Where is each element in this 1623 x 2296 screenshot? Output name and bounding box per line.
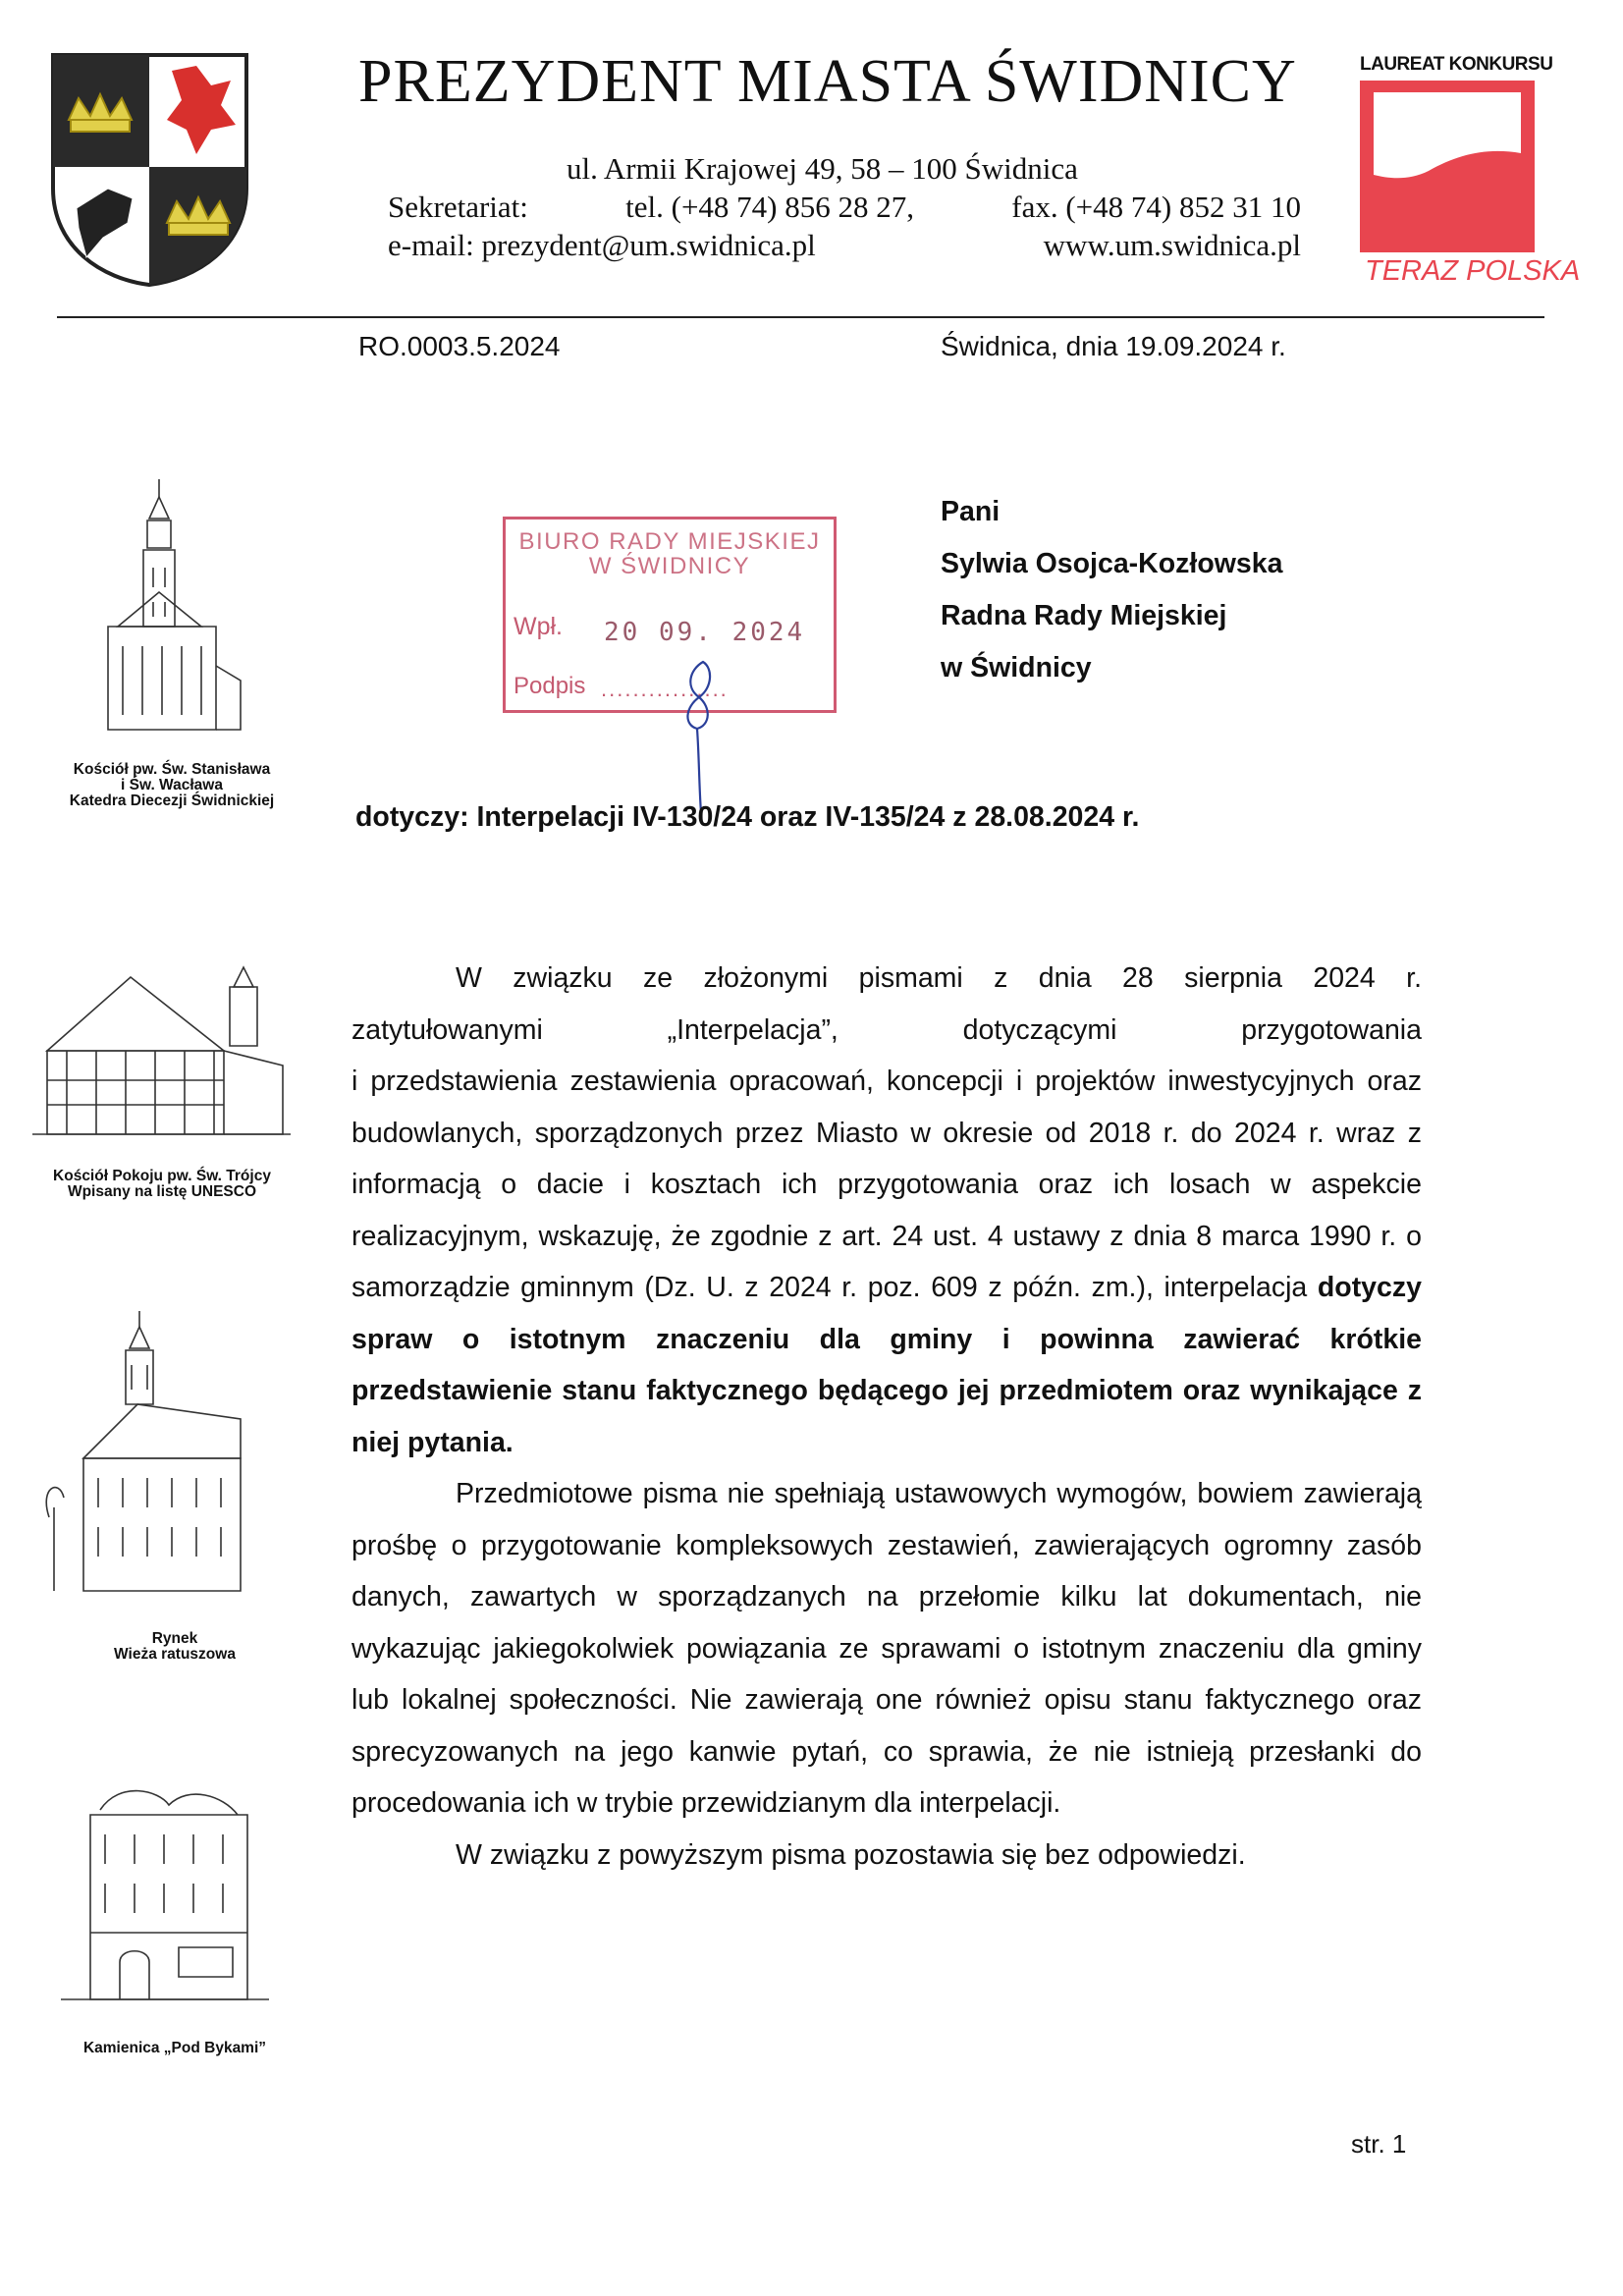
award-flag-icon — [1360, 81, 1535, 252]
addressee-name: Sylwia Osojca-Kozłowska — [941, 548, 1283, 579]
addressee-salutation: Pani — [941, 496, 1001, 527]
email-address[interactable]: e-mail: prezydent@um.swidnica.pl — [388, 228, 816, 262]
body-word: „Interpelacja”, — [667, 1013, 839, 1046]
header-divider — [57, 316, 1544, 318]
website-url[interactable]: www.um.swidnica.pl — [1043, 228, 1301, 262]
body-p1-emphasis: dotyczy spraw o istotnym znaczeniu dla gminy i powinna zawierać krótkie przedstawienie stanu faktycznego będącego jej przedmiotem oraz wynikające z niej pytania. — [352, 1272, 1422, 1458]
caption-town-hall — [27, 1631, 322, 1663]
body-line-1 — [352, 953, 1422, 1005]
caption-church-line2: Wpisany na listę UNESCO — [67, 1183, 257, 1200]
award-logo — [1360, 81, 1535, 252]
letter-body — [352, 953, 1422, 1881]
place-date: Świdnica, dnia 19.09.2024 r. — [941, 331, 1286, 361]
addressee-block — [941, 486, 1282, 694]
phone-label: Sekretariat: — [388, 190, 528, 224]
letterhead-contact — [388, 149, 1301, 264]
caption-cathedral-line1: Kościół pw. Św. Stanisława — [73, 761, 271, 778]
stamp-received-label: Wpł. — [514, 613, 563, 640]
caption-bykami-line1: Kamienica „Pod Bykami” — [82, 2040, 267, 2056]
body-paragraph-2: Przedmiotowe pisma nie spełniają ustawowych wymogów, bowiem zawierają prośbę o przygotowanie kompleksowych zestawień, zawierających ogromny zasób danych, zawartych w sporządzanych na przełomie kilku lat dokumentach, nie wykazując jakiegokolwiek powiązania ze sprawami o istotnym znaczeniu dla gminy lub lokalnej społeczności. Nie zawierają one również opisu stanu faktycznego oraz sprecyzowanych na jego kanwie pytań, co sprawia, że nie istnieją przesłanki do procedowania ich w trybie przewidzianym dla interpelacji. — [352, 1478, 1422, 1819]
letter-subject: dotyczy: Interpelacji IV-130/24 oraz IV-135/24 z 28.08.2024 r. — [355, 801, 1140, 833]
body-word: dotyczącymi — [962, 1013, 1117, 1046]
caption-cathedral-line2: i Św. Wacława — [121, 777, 223, 793]
stamp-office-line2: W ŚWIDNICY — [588, 553, 751, 579]
award-name: TERAZ POLSKA — [1365, 255, 1581, 287]
stamp-signature-dots: ................ — [601, 677, 729, 701]
page-number: str. 1 — [1351, 2129, 1407, 2159]
body-line-2 — [352, 1005, 1422, 1057]
fax-number: fax. (+48 74) 852 31 10 — [1011, 190, 1301, 224]
award-label: LAUREAT KONKURSU — [1360, 54, 1553, 75]
church-of-peace-sketch — [27, 957, 295, 1139]
body-word: zatytułowanymi — [352, 1013, 543, 1046]
letterhead-title: PREZYDENT MIASTA ŚWIDNICY — [358, 48, 1297, 115]
body-line-1-text: W związku ze złożonymi pismami z dnia 28 sierpnia 2024 r. — [456, 962, 1422, 994]
caption-cathedral-line3: Katedra Diecezji Świdnickiej — [69, 793, 275, 809]
reference-number: RO.0003.5.2024 — [358, 331, 561, 361]
phone-number: tel. (+48 74) 856 28 27, — [625, 190, 915, 224]
handwritten-signature — [660, 648, 738, 815]
addressee-role: Radna Rady Miejskiej — [941, 600, 1227, 631]
caption-townhall-line1: Rynek — [151, 1630, 198, 1647]
caption-pod-bykami — [27, 2041, 322, 2056]
caption-townhall-line2: Wieża ratuszowa — [114, 1646, 236, 1663]
town-hall-sketch — [39, 1311, 275, 1596]
cathedral-sketch — [98, 479, 245, 739]
stamp-office-line1: BIURO RADY MIEJSKIEJ — [518, 528, 821, 555]
tenement-pod-bykami-sketch — [61, 1776, 269, 2003]
caption-church-of-peace — [15, 1169, 309, 1200]
coat-of-arms-logo — [49, 51, 250, 287]
addressee-city: w Świdnicy — [941, 652, 1092, 683]
stamp-received-date: 20 09. 2024 — [604, 618, 806, 647]
letterhead-address: ul. Armii Krajowej 49, 58 – 100 Świdnica — [567, 151, 1078, 186]
body-word: przygotowania — [1241, 1013, 1422, 1046]
body-paragraph-1 — [352, 953, 1422, 1468]
body-p1-text: i przedstawienia zestawienia opracowań, koncepcji i projektów inwestycyjnych oraz budowlanych, sporządzonych przez Miasto w okresie od 2018 r. do 2024 r. wraz z informacją o dacie i kosztach ich przygotowania oraz ich losach w aspekcie realizacyjnym, wskazuję, że zgodnie z art. 24 ust. 4 ustawy z dnia 8 marca 1990 r. o samorządzie gminnym (Dz. U. z 2024 r. poz. 609 z późn. zm.), interpelacja — [352, 1066, 1422, 1303]
caption-cathedral — [25, 762, 319, 809]
body-paragraph-3: W związku z powyższym pisma pozostawia się bez odpowiedzi. — [456, 1838, 1246, 1871]
stamp-office — [506, 529, 834, 578]
caption-church-line1: Kościół Pokoju pw. Św. Trójcy — [53, 1168, 271, 1184]
stamp-signature-label: Podpis — [514, 673, 586, 699]
